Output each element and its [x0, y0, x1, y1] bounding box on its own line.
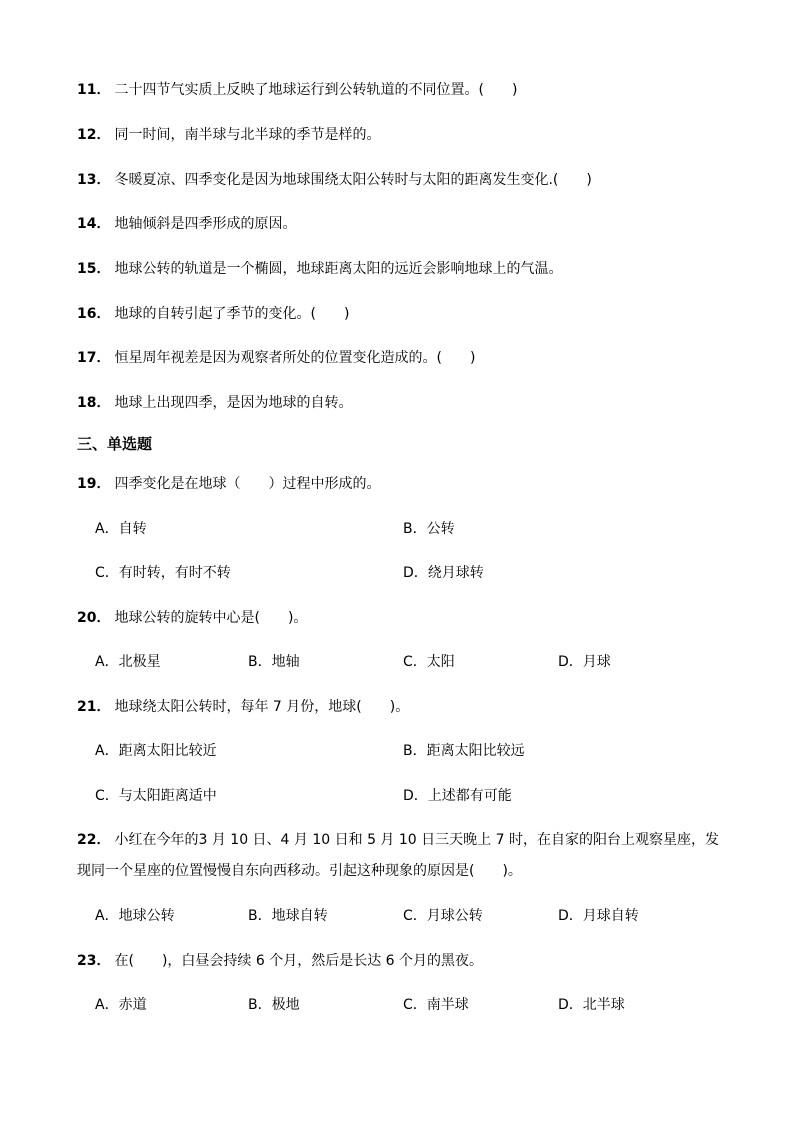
question-text: 地球公转的轨道是一个椭圆，地球距离太阳的远近会影响地球上的气温。	[114, 261, 563, 277]
question-number: 19．	[77, 476, 111, 492]
question-text: 地球的自转引起了季节的变化。( )	[114, 306, 350, 322]
question-14	[77, 214, 296, 234]
section-title: 三、单选题	[77, 435, 153, 453]
question-17	[77, 348, 475, 368]
question-19	[77, 474, 380, 494]
question-15	[77, 259, 562, 279]
question-20	[77, 608, 307, 628]
option-c: C．有时转，有时不转	[95, 565, 231, 581]
question-13	[77, 170, 592, 190]
question-number: 23．	[77, 953, 111, 969]
option-d: D．绕月球转	[403, 565, 484, 581]
option-a: A．距离太阳比较近	[95, 743, 217, 759]
question-text: 恒星周年视差是因为观察者所处的位置变化造成的。( )	[114, 350, 476, 366]
question-text: 四季变化是在地球（ ）过程中形成的。	[114, 476, 381, 492]
question-21	[77, 697, 409, 717]
question-number: 13．	[77, 172, 111, 188]
question-text: 地球绕太阳公转时，每年 7 月份，地球( )。	[114, 699, 410, 715]
option-b: B．地轴	[248, 654, 300, 670]
option-b: B．距离太阳比较远	[403, 743, 525, 759]
question-11	[77, 80, 517, 100]
question-number: 18．	[77, 395, 111, 411]
question-number: 21．	[77, 699, 111, 715]
option-d: D．上述都有可能	[403, 788, 512, 804]
question-text: 地轴倾斜是四季形成的原因。	[114, 216, 297, 232]
question-text: 地球公转的旋转中心是( )。	[114, 610, 308, 626]
option-d: D．月球	[558, 654, 611, 670]
option-b: B．极地	[248, 997, 300, 1013]
question-number: 15．	[77, 261, 111, 277]
option-a: A．自转	[95, 521, 147, 537]
option-c: C．与太阳距离适中	[95, 788, 217, 804]
question-number: 17．	[77, 350, 111, 366]
question-number: 20．	[77, 610, 111, 626]
option-a: A．北极星	[95, 654, 161, 670]
question-number: 14．	[77, 216, 111, 232]
option-d: D．北半球	[558, 997, 625, 1013]
option-b: B．公转	[403, 521, 455, 537]
question-number: 16．	[77, 306, 111, 322]
question-text: 二十四节气实质上反映了地球运行到公转轨道的不同位置。( )	[114, 82, 518, 98]
question-22-continued	[77, 861, 522, 881]
question-text: 同一时间，南半球与北半球的季节是样的。	[114, 127, 381, 143]
option-c: C．太阳	[403, 654, 455, 670]
question-number: 22．	[77, 832, 111, 848]
option-b: B．地球自转	[248, 908, 328, 924]
question-16	[77, 304, 349, 324]
question-text: 小红在今年的3 月 10 日、4 月 10 日和 5 月 10 日三天晚上 7 时，在自家的阳台上观察星座，发	[114, 832, 719, 848]
question-number: 11．	[77, 82, 111, 98]
question-text: 在( )，白昼会持续 6 个月，然后是长达 6 个月的黑夜。	[114, 953, 484, 969]
question-text: 现同一个星座的位置慢慢自东向西移动。引起这种现象的原因是( )。	[77, 863, 522, 879]
question-text: 地球上出现四季，是因为地球的自转。	[114, 395, 353, 411]
question-22	[77, 830, 719, 850]
option-d: D．月球自转	[558, 908, 639, 924]
question-18	[77, 393, 352, 413]
option-a: A．赤道	[95, 997, 147, 1013]
question-text: 冬暖夏凉、四季变化是因为地球围绕太阳公转时与太阳的距离发生变化.( )	[114, 172, 592, 188]
question-12	[77, 125, 380, 145]
question-23	[77, 951, 483, 971]
option-c: C．南半球	[403, 997, 469, 1013]
question-number: 12．	[77, 127, 111, 143]
option-a: A．地球公转	[95, 908, 175, 924]
option-c: C．月球公转	[403, 908, 483, 924]
